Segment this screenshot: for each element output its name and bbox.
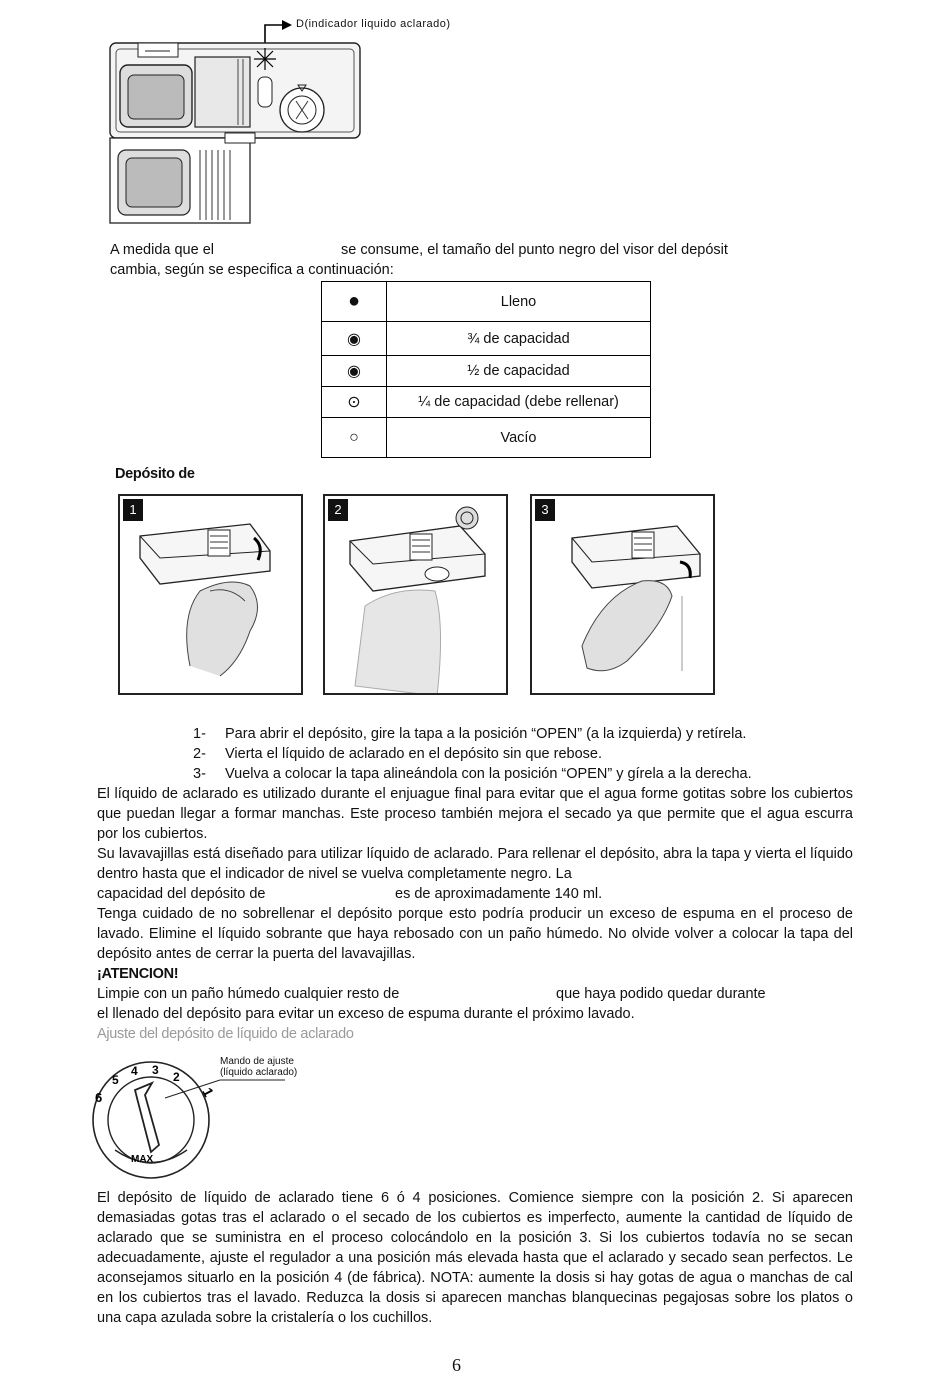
bottle-pour-icon — [325, 496, 508, 695]
level-row — [322, 356, 651, 387]
level-row — [322, 387, 651, 418]
step-item-3 — [193, 764, 752, 784]
intro-line-1a: A medida que el — [110, 242, 214, 258]
step-item-number: 1- — [193, 726, 206, 742]
dial-label-1: Mando de ajuste — [220, 1056, 294, 1067]
dial-number: 3 — [152, 1063, 159, 1077]
page-number: 6 — [452, 1355, 461, 1375]
step-number-badge: 3 — [535, 499, 555, 521]
section-title: Depósito de — [115, 466, 195, 482]
step-number-badge: 2 — [328, 499, 348, 521]
level-label: Vacío — [387, 418, 651, 458]
paragraph-refill-last-b: es de aproximadamente 140 ml. — [395, 886, 603, 902]
paragraph-positions: El depósito de líquido de aclarado tiene 6 ó 4 posiciones. Comience siempre con la posición 2. Si aparecen demasiadas gotas tras el aclarado o el secado de los cubiertos es imperfecto, aumente la cantidad de líquido de aclarado que se suministra en el proceso colocándolo en la posición 3. Si los cubiertos todavía no se secan adecuadamente, ajuste el regulador a una posición más elevada hasta que el aclarado y secado sean perfectos. Le aconsejamos situarlo en la posición 4 (de fábrica). NOTA: aumente la dosis si hay gotas de agua o manchas de cal en los cubiertos tras el lavado. Reduzca la dosis si aparecen manchas blanquecinas pegajosas sobre los platos o una capa azulada sobre la cristalería o los cuchillos. — [97, 1190, 853, 1326]
paragraph-refill: Su lavavajillas está diseñado para utilizar líquido de aclarado. Para rellenar el depósito, abra la tapa y vierta el líquido dentro hasta que el indicador de nivel se vuelva completamente negro. La — [97, 846, 853, 882]
step-item-number: 2- — [193, 746, 206, 762]
intro-line-1b: se consume, el tamaño del punto negro del visor del depósit — [341, 242, 728, 258]
step-item-text: Para abrir el depósito, gire la tapa a la posición “OPEN” (a la izquierda) y retírela. — [225, 726, 747, 742]
level-quarter-icon: ⊙ — [322, 387, 387, 418]
level-empty-icon: ○ — [322, 418, 387, 458]
step-figure-3 — [530, 494, 715, 695]
dial-number: 5 — [112, 1073, 119, 1087]
dial-max-label: MAX — [131, 1154, 154, 1165]
level-label: ¼ de capacidad (debe rellenar) — [387, 387, 651, 418]
step-item-text: Vierta el líquido de aclarado en el depósito sin que rebose. — [225, 746, 602, 762]
level-row — [322, 282, 651, 322]
dial-number: 4 — [131, 1064, 138, 1078]
adjust-dial-diagram — [85, 1050, 345, 1185]
step-figure-1 — [118, 494, 303, 695]
level-label: ¾ de capacidad — [387, 322, 651, 356]
dial-number: 2 — [173, 1070, 180, 1084]
paragraph-rinse-purpose: El líquido de aclarado es utilizado durante el enjuague final para evitar que el agua forme gotitas sobre los cubiertos que puedan llegar a formar manchas. Este proceso también mejora el secado ya que permite que el agua escurra por los cubiertos. — [97, 786, 853, 842]
hand-open-lid-icon — [120, 496, 303, 695]
step-figure-2 — [323, 494, 508, 695]
dispenser-diagram — [100, 15, 370, 230]
dial-label-2: (líquido aclarado) — [220, 1067, 298, 1078]
paragraph-overfill: Tenga cuidado de no sobrellenar el depósito porque esto podría producir un exceso de espuma en el proceso de lavado. Elimine el líquido sobrante que haya rebosado con un paño húmedo. No olvide volver a colocar la tapa del depósito antes de cerrar la puerta del lavavajillas. — [97, 906, 853, 962]
step-item-1 — [193, 724, 746, 744]
dial-number: 6 — [95, 1090, 103, 1105]
level-three-quarter-icon: ◉ — [322, 322, 387, 356]
step-item-2 — [193, 744, 602, 764]
attention-heading: ¡ATENCION! — [97, 966, 179, 982]
step-item-text: Vuelva a colocar la tapa alineándola con la posición “OPEN” y gírela a la derecha. — [225, 766, 752, 782]
level-table — [321, 281, 651, 458]
step-item-number: 3- — [193, 766, 206, 782]
step-number-badge: 1 — [123, 499, 143, 521]
paragraph-clean-a: Limpie con un paño húmedo cualquier resto de — [97, 986, 400, 1002]
level-label: Lleno — [387, 282, 651, 322]
level-row — [322, 322, 651, 356]
hand-close-lid-icon — [532, 496, 715, 695]
level-row — [322, 418, 651, 458]
indicator-label: D(indicador liquido aclarado) — [296, 18, 451, 30]
paragraph-refill-last-a: capacidad del depósito de — [97, 886, 266, 902]
paragraph-clean-c: el llenado del depósito para evitar un exceso de espuma durante el próximo lavado. — [97, 1006, 635, 1022]
paragraph-clean-b: que haya podido quedar durante — [556, 986, 766, 1002]
level-label: ½ de capacidad — [387, 356, 651, 387]
level-full-icon: ● — [322, 282, 387, 322]
level-half-icon: ◉ — [322, 356, 387, 387]
intro-line-2: cambia, según se especifica a continuación: — [110, 262, 394, 278]
adjust-title: Ajuste del depósito de líquido de aclarado — [97, 1026, 354, 1042]
dial-number: 1 — [199, 1084, 218, 1100]
